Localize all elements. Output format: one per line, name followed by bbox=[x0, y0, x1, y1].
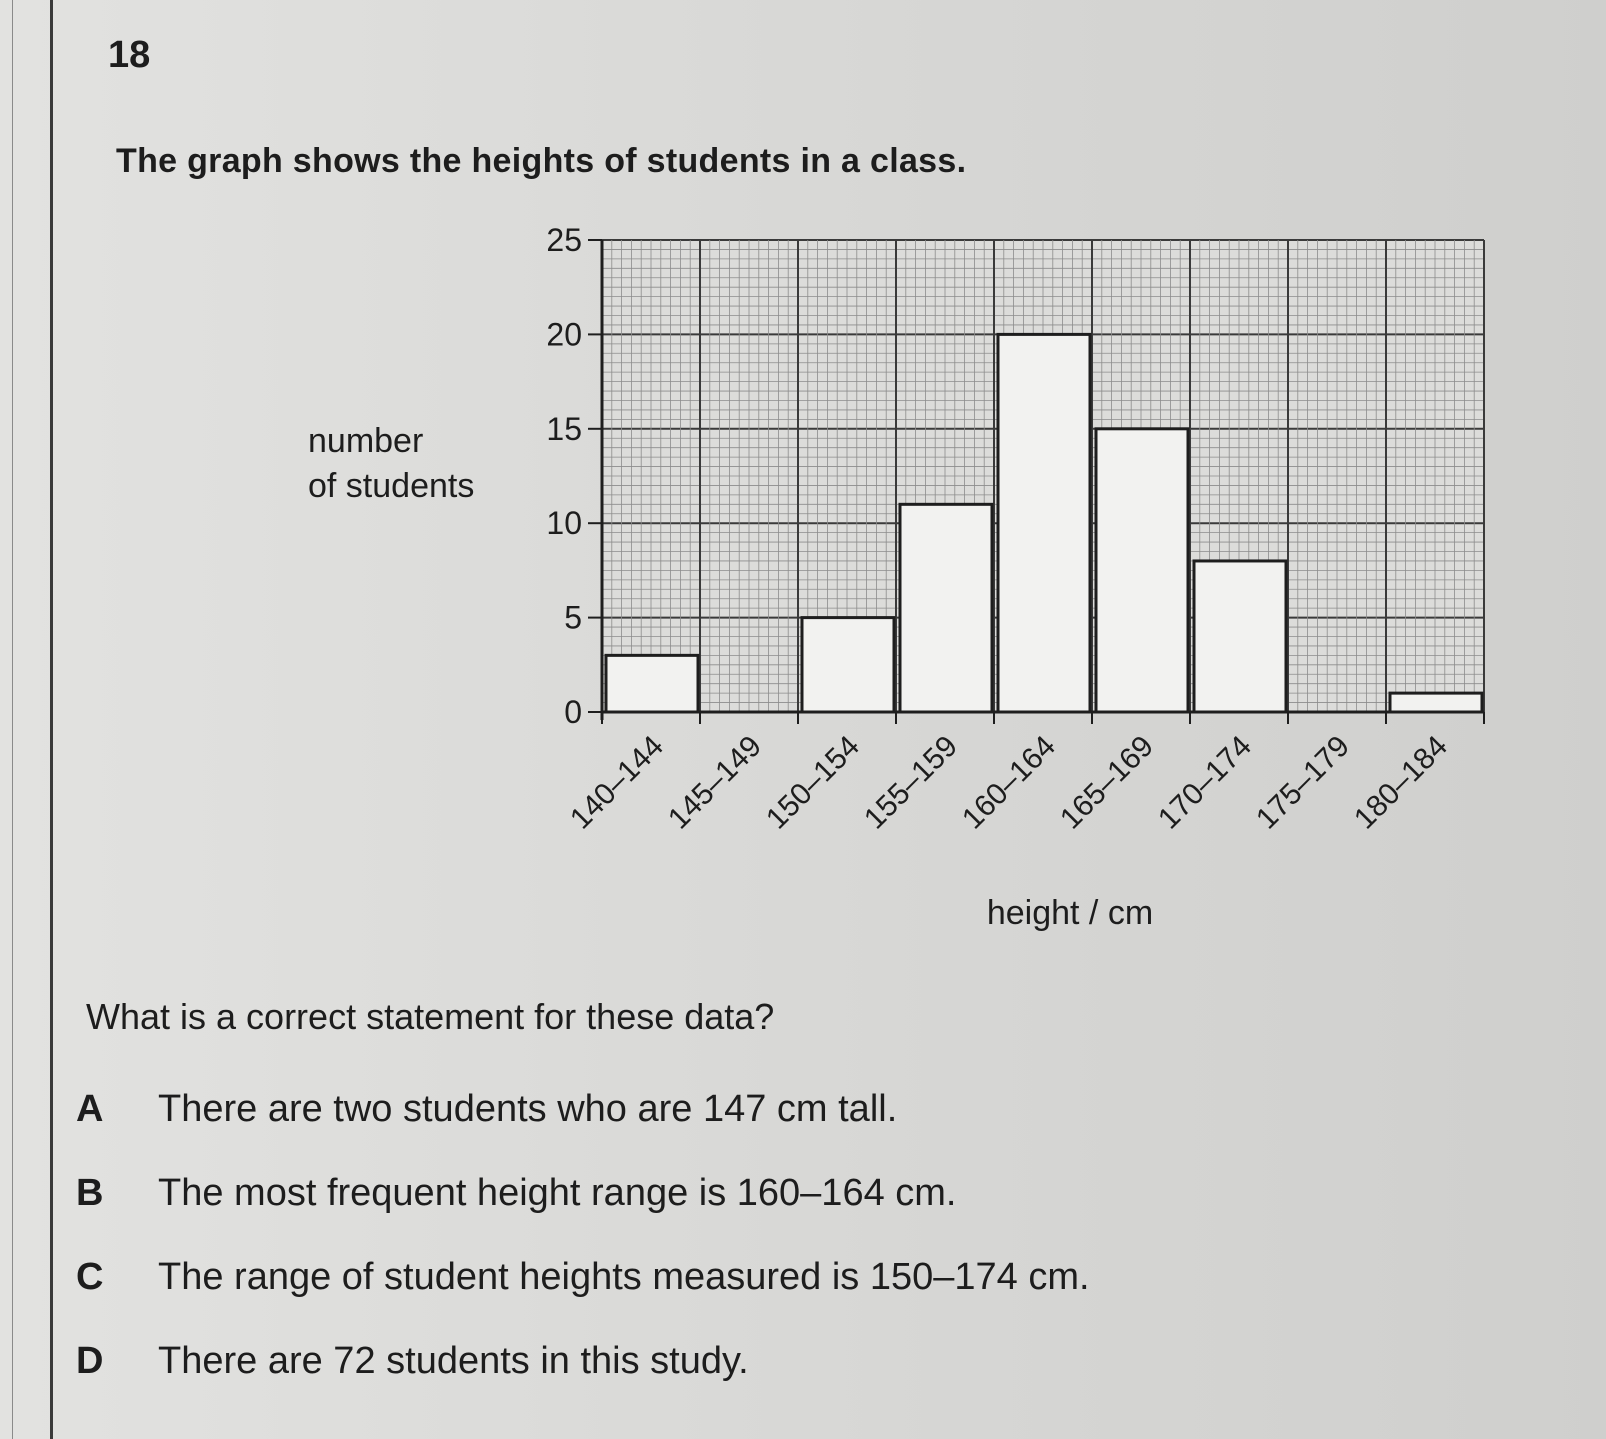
option-a-letter: A bbox=[76, 1088, 104, 1130]
y-tick-label: 20 bbox=[546, 316, 582, 353]
x-tick-label: 175–179 bbox=[1250, 729, 1356, 836]
x-tick-label: 180–184 bbox=[1348, 729, 1454, 836]
option-c-text: The range of student heights measured is 150–174 cm. bbox=[158, 1256, 1090, 1298]
y-axis-title-line1: number bbox=[308, 422, 424, 460]
x-tick-label: 155–159 bbox=[858, 729, 964, 836]
x-tick-label: 140–144 bbox=[564, 729, 670, 836]
question-intro: The graph shows the heights of students in a class. bbox=[116, 142, 967, 180]
option-d-text: There are 72 students in this study. bbox=[158, 1340, 749, 1382]
option-d[interactable] bbox=[76, 1340, 749, 1383]
bar-160–164 bbox=[998, 334, 1090, 712]
question-number: 18 bbox=[108, 34, 151, 76]
y-tick-label: 0 bbox=[564, 694, 582, 730]
option-c[interactable] bbox=[76, 1256, 1090, 1299]
bar-140–144 bbox=[606, 655, 698, 712]
question-prompt: What is a correct statement for these data? bbox=[86, 996, 775, 1037]
option-a-text: There are two students who are 147 cm tall. bbox=[158, 1088, 898, 1130]
y-tick-label: 10 bbox=[546, 505, 582, 542]
bar-165–169 bbox=[1096, 429, 1188, 712]
y-tick-label: 25 bbox=[546, 222, 582, 258]
x-axis-title: height / cm bbox=[986, 894, 1154, 932]
bar-150–154 bbox=[802, 618, 894, 712]
bar-155–159 bbox=[900, 504, 992, 712]
y-tick-label: 15 bbox=[546, 410, 582, 447]
x-tick-label: 150–154 bbox=[760, 729, 866, 836]
option-b-text: The most frequent height range is 160–164 cm. bbox=[158, 1172, 957, 1214]
y-tick-label: 5 bbox=[564, 599, 582, 636]
option-b[interactable] bbox=[76, 1172, 956, 1215]
x-tick-label: 165–169 bbox=[1054, 729, 1160, 836]
x-tick-label: 170–174 bbox=[1152, 729, 1258, 836]
bar-170–174 bbox=[1194, 561, 1286, 712]
bar-180–184 bbox=[1390, 693, 1482, 712]
y-axis-title-line2: of students bbox=[308, 467, 475, 505]
option-d-letter: D bbox=[76, 1340, 104, 1382]
option-c-letter: C bbox=[76, 1256, 104, 1298]
x-tick-label: 145–149 bbox=[662, 729, 768, 836]
option-b-letter: B bbox=[76, 1172, 104, 1214]
x-tick-label: 160–164 bbox=[956, 729, 1062, 836]
option-a[interactable] bbox=[76, 1088, 897, 1131]
